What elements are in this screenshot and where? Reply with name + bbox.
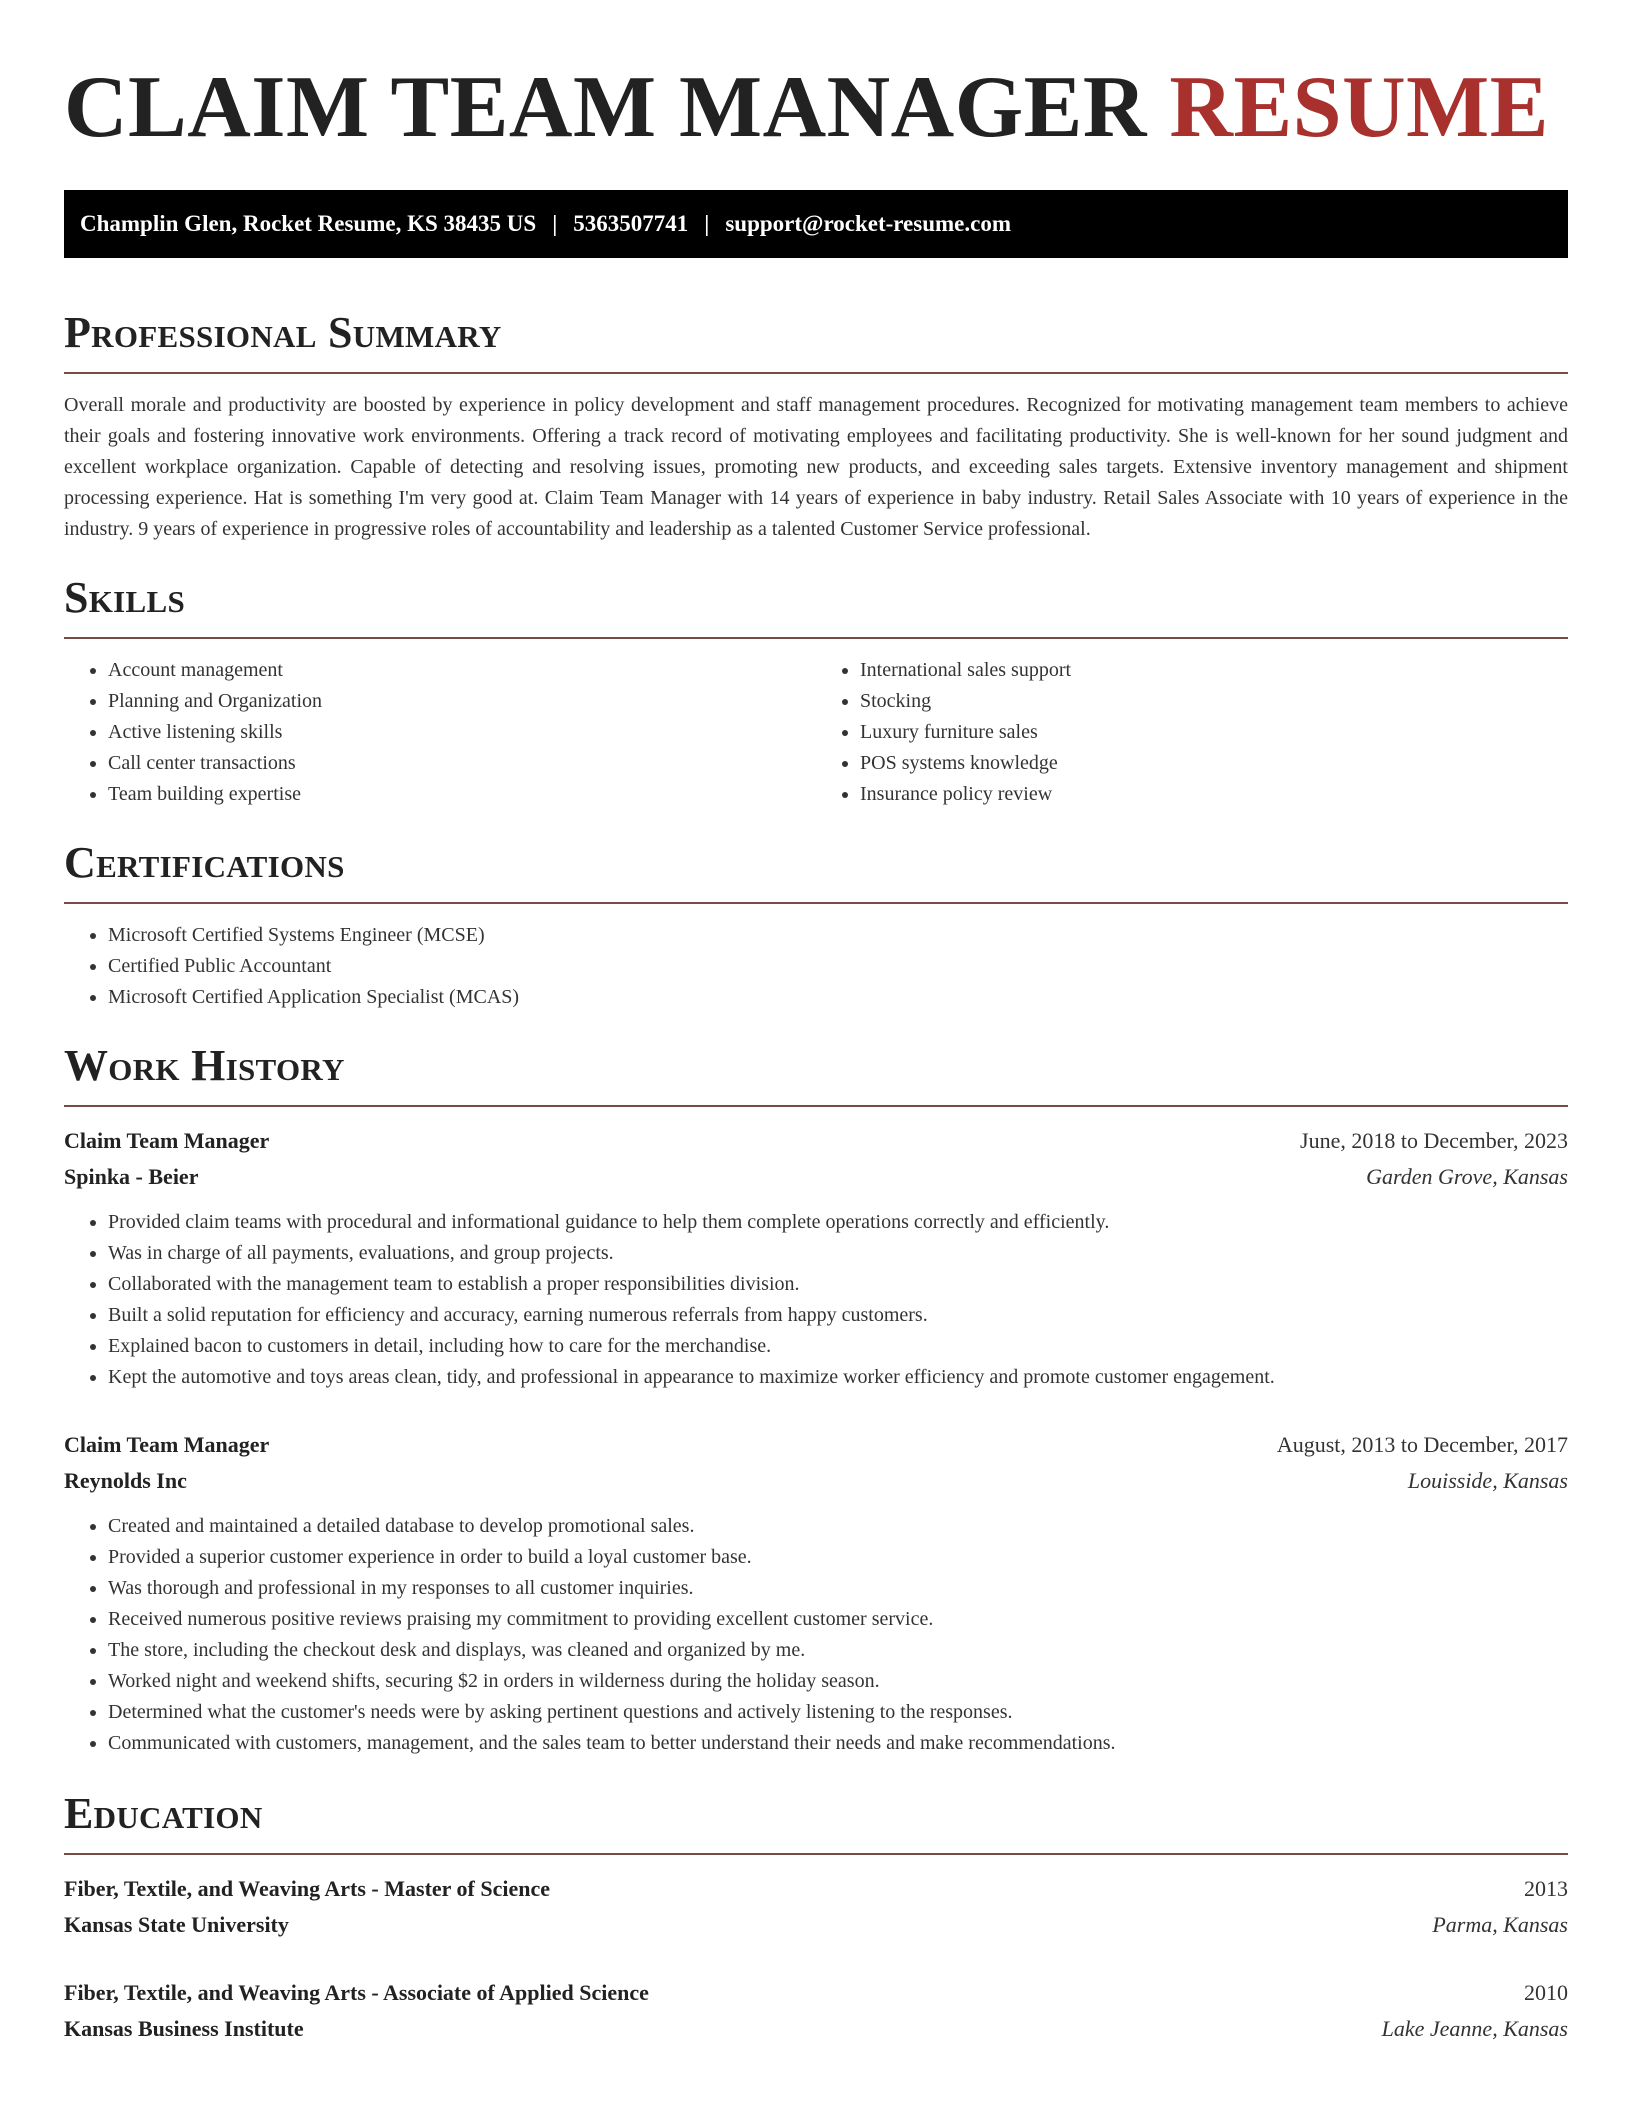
job-location: Louisside, Kansas: [1407, 1468, 1568, 1493]
contact-email: support@rocket-resume.com: [725, 211, 1011, 236]
job-dates: August, 2013 to December, 2017: [1276, 1432, 1568, 1457]
skill-item: • Insurance policy review: [860, 779, 1568, 810]
job-duty-item: • Explained bacon to customers in detail, including how to care for the merchandise.: [108, 1331, 1568, 1362]
skills-section: [64, 571, 1568, 810]
skill-item: • Planning and Organization: [108, 686, 816, 717]
job-duty-item: • Determined what the customer's needs were by asking pertinent questions and actively listening to the responses.: [108, 1697, 1568, 1728]
job-entry: [64, 1427, 1568, 1759]
summary-section: [64, 306, 1568, 545]
job-duties-list: [64, 1511, 1568, 1759]
education-year: 2013: [1524, 1876, 1568, 1901]
job-title: Claim Team Manager: [64, 1432, 270, 1457]
contact-phone: 5363507741: [573, 211, 689, 236]
job-duties-list: [64, 1207, 1568, 1393]
education-degree: Fiber, Textile, and Weaving Arts - Master of Science: [64, 1876, 551, 1901]
education-section: [64, 1787, 1568, 2047]
job-entry: [64, 1123, 1568, 1393]
education-location: Lake Jeanne, Kansas: [1381, 2016, 1568, 2041]
education-entry: [64, 1975, 1568, 2047]
skill-item: • Stocking: [860, 686, 1568, 717]
job-duty-item: • The store, including the checkout desk and displays, was cleaned and organized by me.: [108, 1635, 1568, 1666]
work-history-heading: Work History: [64, 1041, 345, 1090]
skill-item: • Call center transactions: [108, 748, 816, 779]
job-duty-item: • Built a solid reputation for efficiency and accuracy, earning numerous referrals from happy customers.: [108, 1300, 1568, 1331]
education-year: 2010: [1524, 1980, 1568, 2005]
job-duty-item: • Worked night and weekend shifts, securing $2 in orders in wilderness during the holiday season.: [108, 1666, 1568, 1697]
skill-item: • Active listening skills: [108, 717, 816, 748]
job-company-row: [64, 1463, 1568, 1499]
skills-heading: Skills: [64, 573, 186, 622]
certifications-section: [64, 836, 1568, 1013]
skills-list-left: [64, 655, 816, 810]
education-entry: [64, 1871, 1568, 1943]
job-duty-item: • Received numerous positive reviews praising my commitment to providing excellent customer service.: [108, 1604, 1568, 1635]
certification-item: • Microsoft Certified Systems Engineer (MCSE): [108, 920, 1568, 951]
certifications-heading: Certifications: [64, 838, 345, 887]
contact-separator: |: [704, 211, 710, 236]
skill-item: • Account management: [108, 655, 816, 686]
summary-text: Overall morale and productivity are boosted by experience in policy development and staff management procedures. Recognized for motivating management team members to achieve their goals and fostering innovative work environments. Offering a track record of motivating employees and facilitating productivity. She is well-known for her sound judgment and excellent workplace organization. Capable of detecting and resolving issues, promoting new products, and exceeding sales targets. Extensive inventory management and shipment processing experience. Hat is something I'm very good at. Claim Team Manager with 14 years of experience in baby industry. Retail Sales Associate with 10 years of experience in the industry. 9 years of experience in progressive roles of accountability and leadership as a talented Customer Service professional.: [64, 394, 1568, 540]
education-school-row: [64, 2011, 1568, 2047]
job-dates: June, 2018 to December, 2023: [1300, 1128, 1568, 1153]
certification-item: • Microsoft Certified Application Specialist (MCAS): [108, 982, 1568, 1013]
job-duty-item: • Was thorough and professional in my responses to all customer inquiries.: [108, 1573, 1568, 1604]
education-degree-row: [64, 1975, 1568, 2011]
skill-item: • International sales support: [860, 655, 1568, 686]
job-duty-item: • Provided a superior customer experience in order to build a loyal customer base.: [108, 1542, 1568, 1573]
title-accent: RESUME: [1169, 59, 1549, 156]
job-duty-item: • Communicated with customers, management, and the sales team to better understand their needs and make recommendations.: [108, 1728, 1568, 1759]
education-school-row: [64, 1907, 1568, 1943]
contact-separator: |: [552, 211, 558, 236]
certifications-list: [64, 920, 1568, 1013]
job-company: Spinka - Beier: [64, 1164, 199, 1189]
summary-heading: Professional Summary: [64, 308, 502, 357]
job-duty-item: • Kept the automotive and toys areas clean, tidy, and professional in appearance to maximize worker efficiency and promote customer engagement.: [108, 1362, 1568, 1393]
section-divider: [64, 902, 1568, 904]
contact-bar: [64, 190, 1568, 258]
skill-item: • POS systems knowledge: [860, 748, 1568, 779]
section-divider: [64, 637, 1568, 639]
education-school: Kansas Business Institute: [64, 2016, 304, 2041]
skill-item: • Luxury furniture sales: [860, 717, 1568, 748]
education-school: Kansas State University: [64, 1912, 289, 1937]
section-divider: [64, 1105, 1568, 1107]
job-duty-item: • Provided claim teams with procedural and informational guidance to help them complete operations correctly and efficiently.: [108, 1207, 1568, 1238]
job-location: Garden Grove, Kansas: [1366, 1164, 1568, 1189]
education-degree-row: [64, 1871, 1568, 1907]
job-header-row: [64, 1427, 1568, 1463]
contact-address: Champlin Glen, Rocket Resume, KS 38435 US: [80, 211, 537, 236]
title-main: CLAIM TEAM MANAGER: [64, 59, 1147, 156]
job-company-row: [64, 1159, 1568, 1195]
education-heading: Education: [64, 1789, 263, 1838]
section-divider: [64, 1853, 1568, 1855]
skill-item: • Team building expertise: [108, 779, 816, 810]
resume-title: [64, 0, 1568, 158]
skills-grid: [64, 655, 1568, 810]
job-title: Claim Team Manager: [64, 1128, 270, 1153]
section-divider: [64, 372, 1568, 374]
skills-list-right: [816, 655, 1568, 810]
job-company: Reynolds Inc: [64, 1468, 187, 1493]
work-history-section: [64, 1039, 1568, 1759]
job-duty-item: • Collaborated with the management team to establish a proper responsibilities division.: [108, 1269, 1568, 1300]
education-degree: Fiber, Textile, and Weaving Arts - Associate of Applied Science: [64, 1980, 649, 2005]
job-duty-item: • Was in charge of all payments, evaluations, and group projects.: [108, 1238, 1568, 1269]
job-duty-item: • Created and maintained a detailed database to develop promotional sales.: [108, 1511, 1568, 1542]
job-header-row: [64, 1123, 1568, 1159]
education-location: Parma, Kansas: [1432, 1912, 1568, 1937]
certification-item: • Certified Public Accountant: [108, 951, 1568, 982]
